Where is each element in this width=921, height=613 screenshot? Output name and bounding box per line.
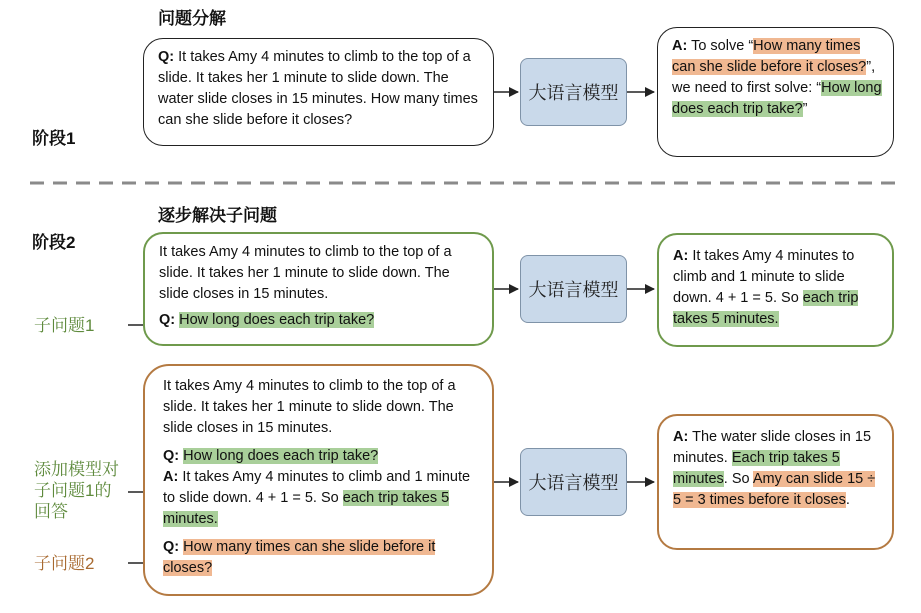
side-label-subproblem2: 子问题2 <box>34 554 95 573</box>
llm-box-row1: 大语言模型 <box>520 255 627 323</box>
subproblem2-box <box>143 364 494 596</box>
highlight-sub-question-2: How many times can she slide before it closes? <box>163 539 436 576</box>
llm-box-stage1: 大语言模型 <box>520 58 627 126</box>
subproblem1-box <box>143 232 494 346</box>
a-text-1: The water slide closes in 15 minutes. <box>673 429 872 466</box>
context-text: It takes Amy 4 minutes to climb to the top of a slide. It takes her 1 minute to slide down. The slide closes in 15 minutes. <box>163 378 456 436</box>
a-text-2: ”, we need to first solve: “ <box>672 59 876 96</box>
stage-1-label: 阶段1 <box>32 129 76 148</box>
a-text-3: . <box>845 492 850 508</box>
side-label-added-answer <box>34 459 119 522</box>
stage1-question-box <box>143 38 494 146</box>
q-prefix: Q: <box>159 312 176 328</box>
highlight-sub-question: How long does each trip take? <box>672 80 882 117</box>
side-label-added-line1: 添加模型对 <box>34 460 119 479</box>
subproblem1-answer-box <box>657 233 894 347</box>
q-prefix: Q: <box>163 539 180 555</box>
a-text: It takes Amy 4 minutes to climb and 1 minute to slide down. 4 + 1 = 5. So <box>673 248 855 306</box>
highlight-final-answer: Amy can slide 15 ÷ 5 = 3 times before it closes <box>673 471 876 508</box>
a-text: It takes Amy 4 minutes to climb and 1 minute to slide down. 4 + 1 = 5. So <box>163 469 471 506</box>
llm-box-row2: 大语言模型 <box>520 448 627 516</box>
highlight-trip-time: each trip takes 5 minutes. <box>163 490 450 527</box>
a-text-2: . So <box>723 471 753 487</box>
context-text: It takes Amy 4 minutes to climb to the top of a slide. It takes her 1 minute to slide down. The slide closes in 15 minutes. <box>159 244 452 302</box>
heading-solve-subproblems: 逐步解决子问题 <box>158 206 277 225</box>
highlight-sub-question-1: How long does each trip take? <box>179 312 375 328</box>
a-text-1: To solve “ <box>691 38 754 54</box>
a-prefix: A: <box>673 248 689 264</box>
q-prefix: Q: <box>163 448 180 464</box>
a-text-3: ” <box>802 101 808 117</box>
highlight-trip-time: each trip takes 5 minutes. <box>673 290 859 327</box>
q-prefix: Q: <box>158 49 175 65</box>
stage-2-label: 阶段2 <box>32 233 76 252</box>
highlight-sub-question-1: How long does each trip take? <box>183 448 379 464</box>
side-label-subproblem1: 子问题1 <box>34 316 95 335</box>
side-label-added-line3: 回答 <box>34 502 68 521</box>
heading-decomposition: 问题分解 <box>158 9 226 28</box>
stage1-answer-box <box>657 27 894 157</box>
highlight-trip-time: Each trip takes 5 minutes <box>673 450 840 487</box>
highlight-main-question: How many times can she slide before it closes? <box>672 38 867 75</box>
side-label-added-line2: 子问题1的 <box>34 481 112 500</box>
a-prefix: A: <box>673 429 689 445</box>
subproblem2-answer-box <box>657 414 894 550</box>
a-prefix: A: <box>163 469 179 485</box>
a-prefix: A: <box>672 38 688 54</box>
stage1-question: It takes Amy 4 minutes to climb to the top of a slide. It takes her 1 minute to slide down. The water slide closes in 15 minutes. How many times can she slide before it closes? <box>158 49 478 128</box>
